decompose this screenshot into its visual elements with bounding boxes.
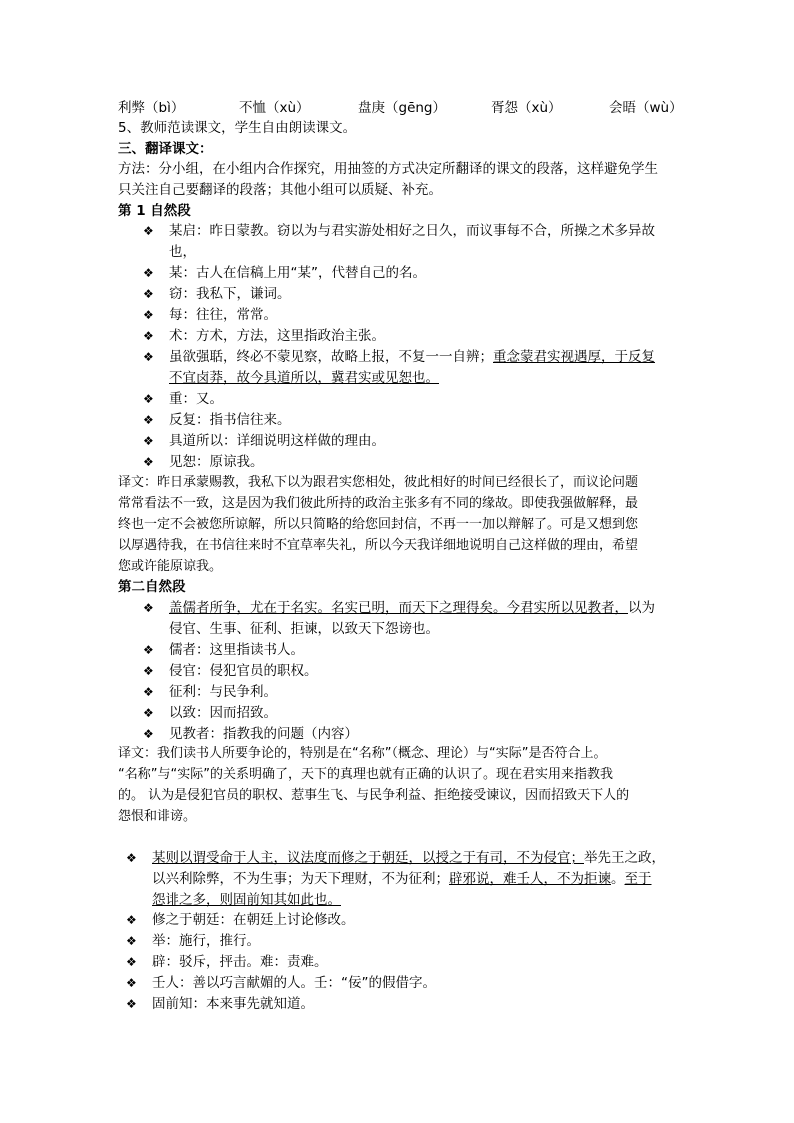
paragraph-1-title: 第 1 自然段 bbox=[118, 203, 191, 219]
bullet-text bbox=[152, 869, 652, 889]
diamond-bullet-icon: ❖ bbox=[143, 224, 154, 238]
method-line-1: 方法：分小组，在小组内合作探究，用抽签的方式决定所翻译的课文的段落，这样避免学生 bbox=[118, 161, 658, 177]
bullet-text: 也， bbox=[169, 244, 196, 260]
pinyin-item: 盘庚（gēng） bbox=[358, 100, 447, 116]
diamond-bullet-icon: ❖ bbox=[126, 955, 137, 969]
bullet-text: 术：方术，方法，这里指政治主张。 bbox=[169, 328, 385, 344]
text-segment: 。 bbox=[611, 871, 625, 887]
pinyin-item: 胥怨（xù） bbox=[491, 100, 562, 116]
translation-line: 怨恨和诽谤。 bbox=[118, 809, 197, 824]
bullet-text: 壬人：善以巧言献媚的人。壬：“佞”的假借字。 bbox=[152, 975, 436, 991]
bullet-text: 某：古人在信稿上用“某”，代替自己的名。 bbox=[169, 265, 426, 281]
bullet-text: 辟：驳斥，抨击。难：责难。 bbox=[152, 954, 328, 970]
translation-line: 译文：我们读书人所要争论的，特别是在“名称”（概念、理论）与“实际”是否符合上。 bbox=[118, 746, 607, 761]
pinyin-item: 会晤（wù） bbox=[609, 100, 683, 116]
diamond-bullet-icon: ❖ bbox=[143, 643, 154, 657]
translation-line: 的。 认为是侵犯官员的职权、惹事生飞、与民争利益、拒绝接受谏议，因而招致天下人的 bbox=[118, 788, 630, 803]
underlined-text: 今君实所以见教者， bbox=[506, 600, 628, 616]
bullet-text: 侵官：侵犯官员的职权。 bbox=[169, 663, 318, 679]
bullet-text bbox=[169, 598, 655, 618]
diamond-bullet-icon: ❖ bbox=[143, 434, 154, 448]
diamond-bullet-icon: ❖ bbox=[143, 350, 154, 364]
diamond-bullet-icon: ❖ bbox=[143, 287, 154, 301]
diamond-bullet-icon: ❖ bbox=[143, 329, 154, 343]
underlined-text: 至于 bbox=[624, 871, 652, 887]
bullet-text: 征利：与民争利。 bbox=[169, 684, 277, 700]
diamond-bullet-icon: ❖ bbox=[143, 706, 154, 720]
diamond-bullet-icon: ❖ bbox=[143, 392, 154, 406]
text-segment: 以兴利除弊，不为生事；为天下理财，不为征利； bbox=[152, 871, 449, 887]
underlined-text: 某则以谓受命于人主，议法度而修之于朝廷，以授之于有司，不为侵官； bbox=[152, 850, 584, 866]
diamond-bullet-icon: ❖ bbox=[143, 266, 154, 280]
bullet-text: 侵官、生事、征利、拒谏，以致天下怨谤也。 bbox=[169, 621, 439, 637]
diamond-bullet-icon: ❖ bbox=[143, 413, 154, 427]
diamond-bullet-icon: ❖ bbox=[143, 308, 154, 322]
diamond-bullet-icon: ❖ bbox=[143, 664, 154, 678]
bullet-text: 反复：指书信往来。 bbox=[169, 412, 291, 428]
translation-line: 以厚遇待我，在书信往来时不宜草率失礼，所以今天我详细地说明自己这样做的理由，希望 bbox=[118, 538, 639, 553]
bullet-text: 儒者：这里指读书人。 bbox=[169, 642, 304, 658]
text-segment: 举先王之政， bbox=[584, 850, 665, 866]
step-5: 5、教师范读课文，学生自由朗读课文。 bbox=[118, 120, 357, 136]
underlined-text: 重念蒙君实视遇厚，于反复 bbox=[493, 349, 655, 365]
diamond-bullet-icon: ❖ bbox=[126, 851, 137, 865]
underlined-text: 盖儒者所争，尤在于名实。名实已明，而天下之理得矣。 bbox=[169, 600, 507, 616]
diamond-bullet-icon: ❖ bbox=[143, 455, 154, 469]
diamond-bullet-icon: ❖ bbox=[143, 685, 154, 699]
diamond-bullet-icon: ❖ bbox=[126, 913, 137, 927]
diamond-bullet-icon: ❖ bbox=[143, 601, 154, 615]
diamond-bullet-icon: ❖ bbox=[126, 976, 137, 990]
bullet-text: 窃：我私下，谦词。 bbox=[169, 286, 291, 302]
bullet-text: 见教者：指教我的问题（内容） bbox=[169, 726, 358, 742]
text-segment: 以为 bbox=[628, 600, 655, 616]
method-line-2: 只关注自己要翻译的段落；其他小组可以质疑、补充。 bbox=[118, 182, 442, 198]
diamond-bullet-icon: ❖ bbox=[143, 727, 154, 741]
pinyin-item: 利弊（bì） bbox=[118, 100, 185, 116]
diamond-bullet-icon: ❖ bbox=[126, 934, 137, 948]
translation-line: 终也一定不会被您所谅解，所以只简略的给您回封信，不再一一加以辩解了。可是又想到您 bbox=[118, 517, 639, 532]
bullet-text: 见恕：原谅我。 bbox=[169, 454, 264, 470]
bullet-text: 每：往往，常常。 bbox=[169, 307, 277, 323]
bullet-text bbox=[169, 347, 655, 367]
pinyin-item: 不恤（xù） bbox=[239, 100, 310, 116]
section-3-title: 三、翻译课文： bbox=[118, 141, 213, 157]
bullet-text: 以致：因而招致。 bbox=[169, 705, 277, 721]
bullet-text bbox=[152, 848, 665, 868]
bullet-text: 举：施行，推行。 bbox=[152, 933, 260, 949]
underlined-text: 不宜卤莽，故今具道所以，冀君实或见恕也。 bbox=[169, 370, 439, 386]
bullet-text: 具道所以：详细说明这样做的理由。 bbox=[169, 433, 385, 449]
bullet-text: 修之于朝廷：在朝廷上讨论修改。 bbox=[152, 912, 355, 928]
translation-line: 译文：昨日承蒙赐教，我私下以为跟君实您相处，彼此相好的时间已经很长了，而议论问题 bbox=[118, 475, 639, 490]
translation-line: 常常看法不一致，这是因为我们彼此所持的政治主张多有不同的缘故。即使我强做解释，最 bbox=[118, 496, 639, 511]
diamond-bullet-icon: ❖ bbox=[126, 997, 137, 1011]
paragraph-2-title: 第二自然段 bbox=[118, 579, 186, 595]
bullet-text: 某启：昨日蒙教。窃以为与君实游处相好之日久，而议事每不合，所操之术多异故 bbox=[169, 223, 655, 239]
text-segment: 虽欲强聒，终必不蒙见察，故略上报，不复一一自辨； bbox=[169, 349, 493, 365]
underlined-text: 怨诽之多，则固前知其如此也。 bbox=[152, 892, 341, 908]
bullet-text: 重：又。 bbox=[169, 391, 223, 407]
translation-line: 您或许能原谅我。 bbox=[118, 559, 223, 574]
underlined-text: 辟邪说，难壬人，不为拒谏 bbox=[449, 871, 611, 887]
bullet-text: 固前知：本来事先就知道。 bbox=[152, 996, 314, 1012]
translation-line: “名称”与“实际”的关系明确了，天下的真理也就有正确的认识了。现在君实用来指教我 bbox=[118, 767, 613, 782]
